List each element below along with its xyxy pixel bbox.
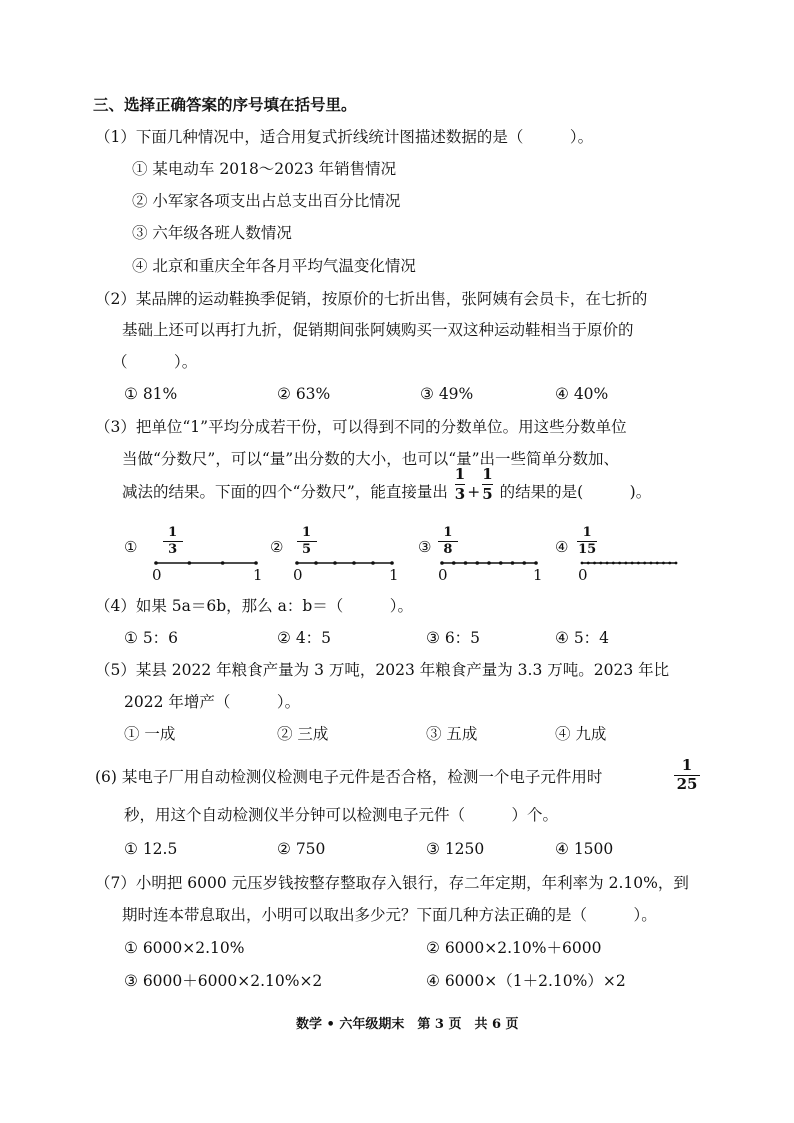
ruler-2-tick xyxy=(390,561,394,565)
q3-fraction-2-num: 1 xyxy=(482,465,493,483)
ruler-3-tick xyxy=(522,561,526,565)
ruler-3-start-label: 0 xyxy=(438,566,448,584)
q2-line-3: （ ）。 xyxy=(112,353,198,371)
ruler-4-tick xyxy=(643,562,646,565)
ruler-4-tick xyxy=(656,562,659,565)
q3-fraction-2-den: 5 xyxy=(482,484,493,503)
ruler-3-tick xyxy=(440,561,444,565)
q3-line-3-a: 减法的结果。下面的四个“分数尺”，能直接量出 xyxy=(122,483,448,501)
ruler-2-unit-fraction xyxy=(297,526,317,556)
ruler-1-tick xyxy=(221,561,225,565)
ruler-3-tick xyxy=(499,561,503,565)
ruler-3-unit-den: 8 xyxy=(443,541,453,557)
ruler-4-unit-num: 1 xyxy=(582,525,592,540)
q6-option-2: ② 750 xyxy=(277,840,326,858)
q4-stem: （4）如果 5a＝6b，那么 a：b＝（ ）。 xyxy=(95,597,414,615)
ruler-4-tick xyxy=(662,562,665,565)
q2-option-4: ④ 40% xyxy=(555,385,609,403)
ruler-1-tick xyxy=(154,561,158,565)
ruler-2-mark: ② xyxy=(270,538,284,556)
q7-option-4: ④ 6000×（1＋2.10%）×2 xyxy=(426,972,626,990)
q6-fraction-num: 1 xyxy=(681,756,693,774)
ruler-2-tick xyxy=(295,561,299,565)
q5-option-3: ③ 五成 xyxy=(426,725,478,743)
ruler-4-mark: ④ xyxy=(555,538,569,556)
ruler-3-end-label: 1 xyxy=(533,566,543,584)
q7-option-3: ③ 6000＋6000×2.10%×2 xyxy=(124,972,323,990)
q5-option-4: ④ 九成 xyxy=(555,725,607,743)
q6-option-4: ④ 1500 xyxy=(555,840,614,858)
ruler-3-tick xyxy=(452,561,456,565)
ruler-4-tick xyxy=(618,562,621,565)
ruler-1-end-label: 1 xyxy=(253,566,263,584)
q2-option-1: ① 81% xyxy=(124,385,178,403)
q6-option-1: ① 12.5 xyxy=(124,840,178,858)
q4-option-4: ④ 5：4 xyxy=(555,629,610,647)
ruler-2-start-label: 0 xyxy=(293,566,303,584)
ruler-2-end-label: 1 xyxy=(389,566,399,584)
q1-stem: （1）下面几种情况中，适合用复式折线统计图描述数据的是（ ）。 xyxy=(95,128,594,146)
ruler-1-unit-den: 3 xyxy=(168,541,178,557)
ruler-4-tick xyxy=(675,562,678,565)
q7-option-1: ① 6000×2.10% xyxy=(124,939,245,957)
q4-option-2: ② 4：5 xyxy=(277,629,332,647)
q6-line-2: 秒，用这个自动检测仪半分钟可以检测电子元件（ ）个。 xyxy=(124,806,559,824)
q4-option-3: ③ 6：5 xyxy=(426,629,481,647)
q3-plus: + xyxy=(467,483,481,501)
ruler-4-tick xyxy=(606,562,609,565)
ruler-4-start-label: 0 xyxy=(578,566,588,584)
q3-fraction-1-den: 3 xyxy=(454,484,466,503)
q2-line-2: 基础上还可以再打九折，促销期间张阿姨购买一双这种运动鞋相当于原价的 xyxy=(122,321,634,339)
q6-fraction-den: 25 xyxy=(676,774,698,793)
ruler-3-tick xyxy=(534,561,538,565)
section-title: 三、选择正确答案的序号填在括号里。 xyxy=(93,95,357,114)
q6-line-1: (6) 某电子厂用自动检测仪检测电子元件是否合格，检测一个电子元件用时 xyxy=(95,768,603,786)
ruler-2-tick xyxy=(314,561,318,565)
q3-line-1: （3）把单位“1”平均分成若干份，可以得到不同的分数单位。用这些分数单位 xyxy=(95,418,627,436)
q7-line-1: （7）小明把 6000 元压岁钱按整存整取存入银行，存二年定期，年利率为 2.10%，到 xyxy=(95,874,689,892)
q5-option-1: ① 一成 xyxy=(124,725,176,743)
q6-fraction xyxy=(674,758,700,793)
ruler-4-unit-fraction xyxy=(577,526,597,556)
ruler-3-tick xyxy=(511,561,515,565)
ruler-2-tick xyxy=(371,561,375,565)
q7-option-2: ② 6000×2.10%＋6000 xyxy=(426,939,602,957)
ruler-2-tick xyxy=(352,561,356,565)
ruler-3-tick xyxy=(464,561,468,565)
ruler-3-unit-num: 1 xyxy=(443,525,453,540)
ruler-1-unit-fraction xyxy=(163,526,183,556)
q7-line-2: 期时连本带息取出，小明可以取出多少元？下面几种方法正确的是（ ）。 xyxy=(122,906,657,924)
ruler-1-mark: ① xyxy=(124,538,138,556)
q2-option-2: ② 63% xyxy=(277,385,331,403)
q3-line-3-b: 的结果的是( )。 xyxy=(499,483,652,501)
q5-option-2: ② 三成 xyxy=(277,725,329,743)
q1-option-2: ② 小军家各项支出占总支出百分比情况 xyxy=(132,192,401,210)
q6-option-3: ③ 1250 xyxy=(426,840,485,858)
ruler-4-tick xyxy=(624,562,627,565)
ruler-1-start-label: 0 xyxy=(152,566,162,584)
ruler-1-tick xyxy=(188,561,192,565)
q3-fraction-1-num: 1 xyxy=(454,465,466,483)
ruler-1-tick xyxy=(254,561,258,565)
ruler-3-tick xyxy=(475,561,479,565)
q2-option-3: ③ 49% xyxy=(420,385,474,403)
ruler-2-unit-den: 5 xyxy=(301,541,312,557)
q1-option-1: ① 某电动车 2018～2023 年销售情况 xyxy=(132,160,397,178)
q3-line-2: 当做“分数尺”，可以“量”出分数的大小，也可以“量”出一些简单分数加、 xyxy=(122,450,620,468)
page-footer: 数学 • 六年级期末 第 3 页 共 6 页 xyxy=(296,1017,519,1032)
ruler-4-tick xyxy=(612,562,615,565)
ruler-2-unit-num: 1 xyxy=(301,525,312,540)
q1-option-3: ③ 六年级各班人数情况 xyxy=(132,224,292,242)
q1-option-4: ④ 北京和重庆全年各月平均气温变化情况 xyxy=(132,257,416,275)
q2-line-1: （2）某品牌的运动鞋换季促销，按原价的七折出售，张阿姨有会员卡，在七折的 xyxy=(95,290,648,308)
ruler-4-tick xyxy=(668,562,671,565)
q5-line-2: 2022 年增产（ ）。 xyxy=(124,693,301,711)
ruler-4-tick xyxy=(637,562,640,565)
ruler-1-unit-num: 1 xyxy=(168,525,178,540)
ruler-4-tick xyxy=(587,562,590,565)
ruler-4-tick xyxy=(599,562,602,565)
ruler-4-tick xyxy=(593,562,596,565)
ruler-2-tick xyxy=(333,561,337,565)
ruler-3-tick xyxy=(487,561,491,565)
q5-line-1: （5）某县 2022 年粮食产量为 3 万吨，2023 年粮食产量为 3.3 万吨。2023 年比 xyxy=(95,661,670,679)
ruler-4-unit-den: 15 xyxy=(578,541,597,557)
ruler-3-mark: ③ xyxy=(418,538,432,556)
q4-option-1: ① 5：6 xyxy=(124,629,179,647)
ruler-4-tick xyxy=(581,562,584,565)
ruler-4-tick xyxy=(631,562,634,565)
ruler-3-unit-fraction xyxy=(438,526,458,556)
ruler-4-tick xyxy=(650,562,653,565)
